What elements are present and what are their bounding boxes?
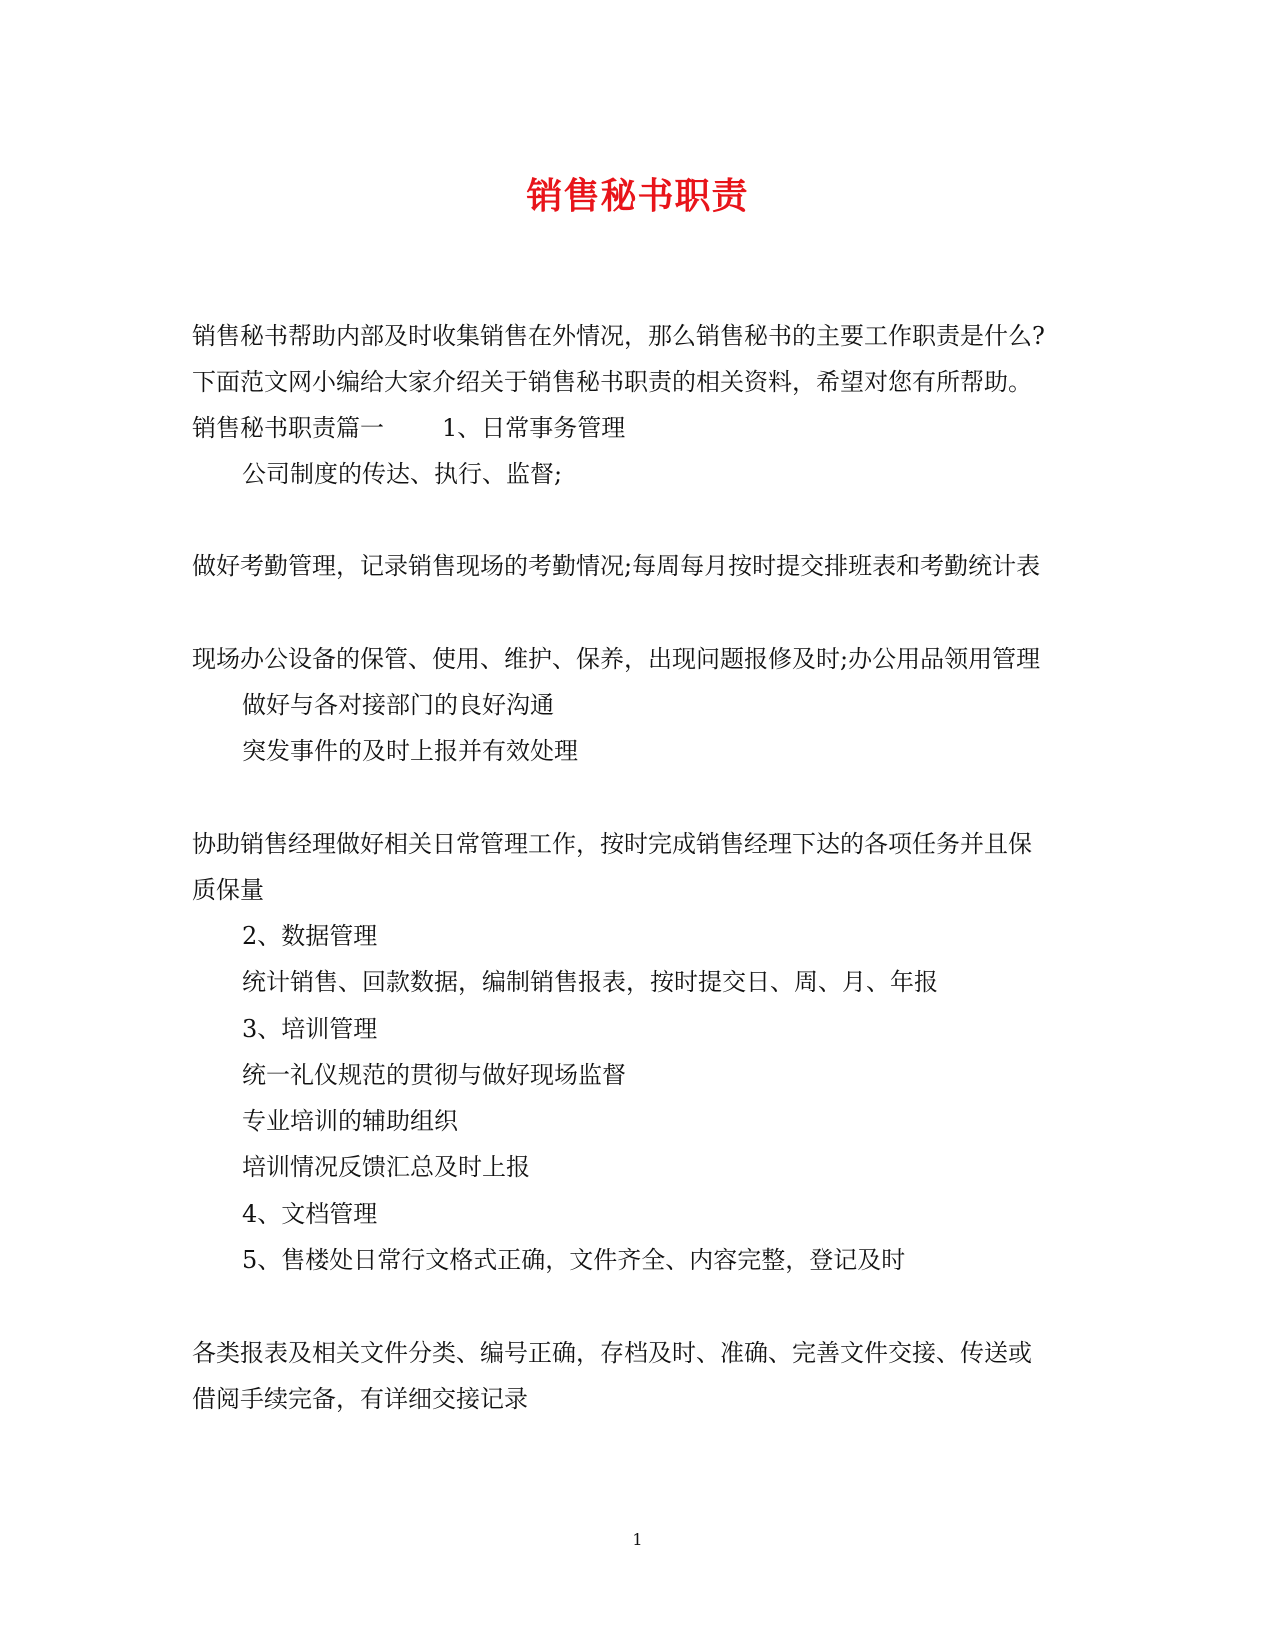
paragraph-item-continued: 借阅手续完备，有详细交接记录 <box>192 1385 528 1413</box>
intro-line-1: 销售秘书帮助内部及时收集销售在外情况，那么销售秘书的主要工作职责是什么? <box>192 322 1045 350</box>
paragraph-item: 做好与各对接部门的良好沟通 <box>242 691 554 719</box>
paragraph-item: 5、售楼处日常行文格式正确，文件齐全、内容完整，登记及时 <box>242 1246 906 1274</box>
section-1-subheading: 1、日常事务管理 <box>442 414 626 442</box>
intro-line-2: 下面范文网小编给大家介绍关于销售秘书职责的相关资料，希望对您有所帮助。 <box>192 368 1032 396</box>
section-1-heading <box>192 412 625 444</box>
paragraph-item: 统计销售、回款数据，编制销售报表，按时提交日、周、月、年报 <box>242 968 938 996</box>
section-1-label: 销售秘书职责篇一 <box>192 414 384 442</box>
paragraph-item: 专业培训的辅助组织 <box>242 1107 458 1135</box>
paragraph-item: 统一礼仪规范的贯彻与做好现场监督 <box>242 1061 626 1089</box>
paragraph-item: 培训情况反馈汇总及时上报 <box>242 1153 530 1181</box>
page-number: 1 <box>632 1530 643 1549</box>
paragraph-item: 各类报表及相关文件分类、编号正确，存档及时、准确、完善文件交接、传送或 <box>192 1339 1032 1367</box>
paragraph-item: 突发事件的及时上报并有效处理 <box>242 737 578 765</box>
paragraph-item: 协助销售经理做好相关日常管理工作，按时完成销售经理下达的各项任务并且保 <box>192 830 1032 858</box>
section-2-heading: 2、数据管理 <box>242 922 378 950</box>
paragraph-item: 公司制度的传达、执行、监督; <box>242 460 563 488</box>
paragraph-item-continued: 质保量 <box>192 876 264 904</box>
paragraph-item: 现场办公设备的保管、使用、维护、保养，出现问题报修及时;办公用品领用管理 <box>192 645 1041 673</box>
paragraph-item: 做好考勤管理，记录销售现场的考勤情况;每周每月按时提交排班表和考勤统计表 <box>192 552 1041 580</box>
document-title: 销售秘书职责 <box>526 175 749 217</box>
section-3-heading: 3、培训管理 <box>242 1015 378 1043</box>
section-4-heading: 4、文档管理 <box>242 1200 378 1228</box>
